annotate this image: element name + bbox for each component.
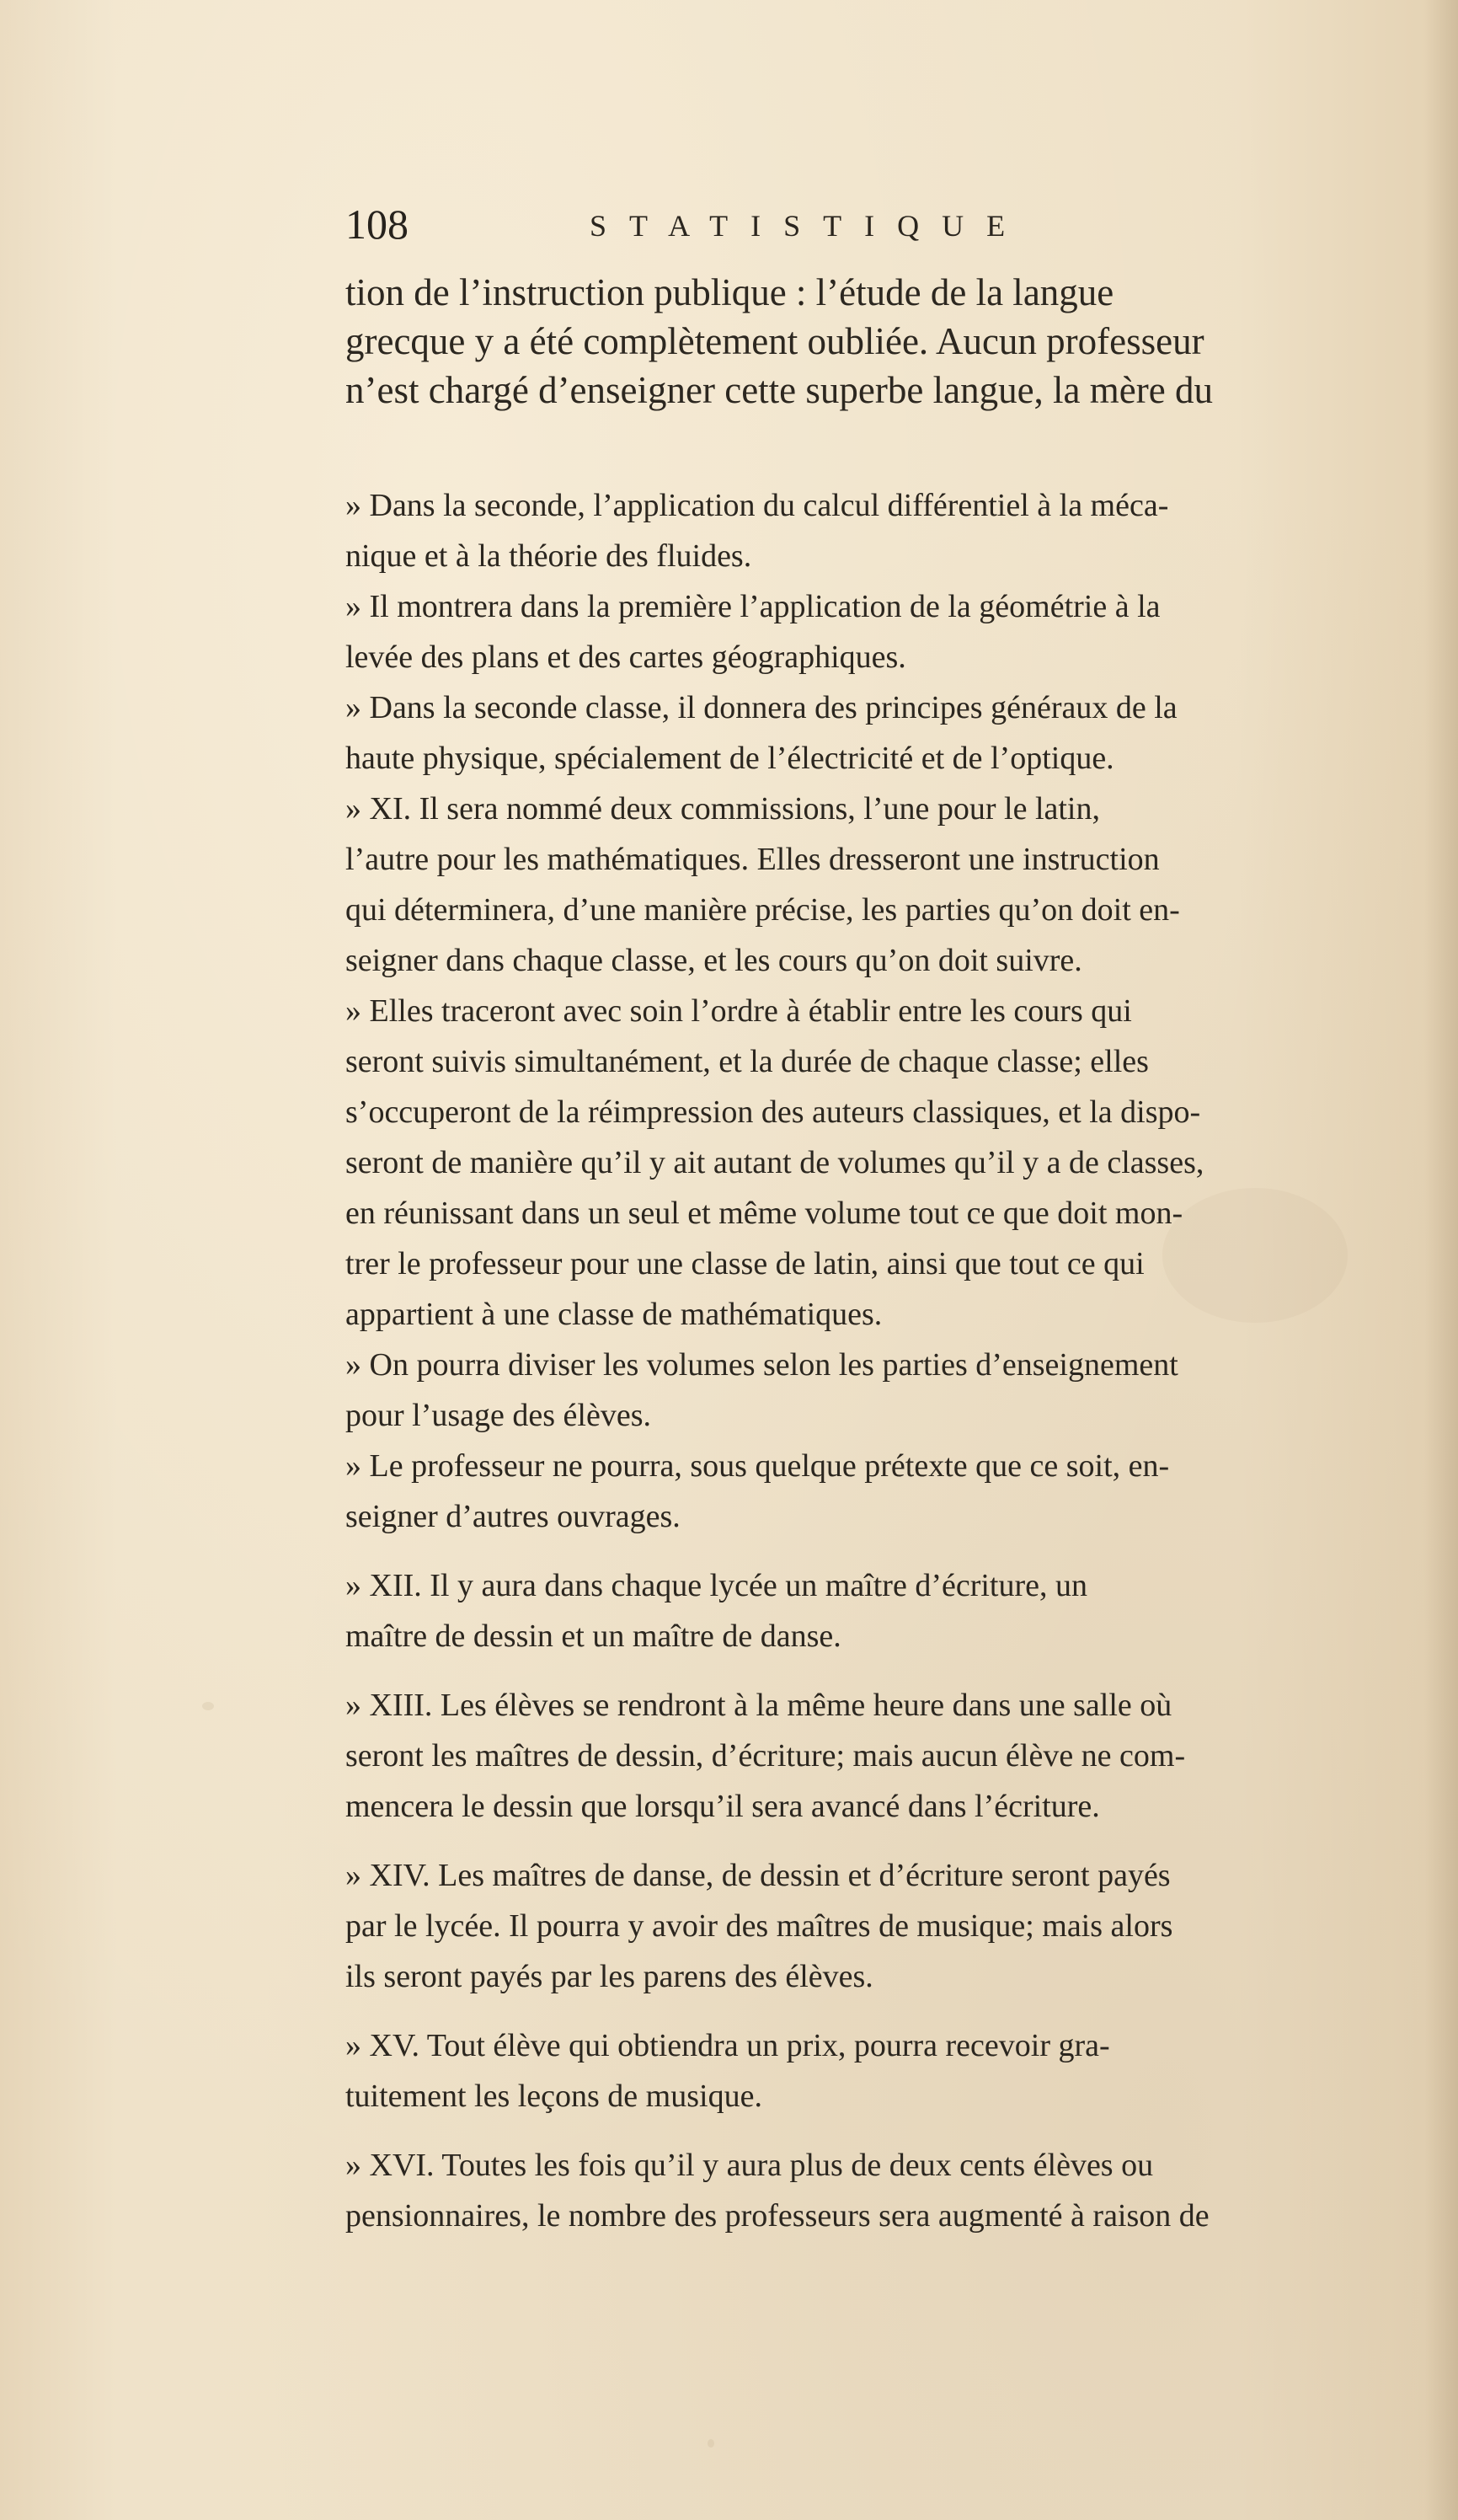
paragraph: [345, 480, 1440, 581]
text-line: appartient à une classe de mathématiques.: [345, 1297, 883, 1332]
text-line: » XI. Il sera nommé deux commissions, l’une pour le latin,: [345, 791, 1100, 827]
text-line: seront les maîtres de dessin, d’écriture; mais aucun élève ne com-: [345, 1738, 1186, 1774]
text-line: trer le professeur pour une classe de latin, ainsi que tout ce qui: [345, 1246, 1145, 1281]
paragraph: [345, 1441, 1440, 1542]
text-line: mencera le dessin que lorsqu’il sera avancé dans l’écriture.: [345, 1789, 1100, 1824]
paragraph-gap: [345, 1832, 1440, 1850]
paragraph: [345, 581, 1440, 682]
text-line: tuitement les leçons de musique.: [345, 2079, 762, 2114]
text-line: » XVI. Toutes les fois qu’il y aura plus de deux cents élèves ou: [345, 2148, 1154, 2183]
text-line: » XIV. Les maîtres de danse, de dessin et d’écriture seront payés: [345, 1858, 1171, 1893]
text-line: haute physique, spécialement de l’électricité et de l’optique.: [345, 741, 1114, 776]
paragraph: [345, 1680, 1440, 1832]
paragraph: [345, 784, 1440, 986]
paragraph: [345, 986, 1440, 1340]
paragraph-gap: [345, 2121, 1440, 2140]
running-title: STATISTIQUE: [590, 209, 1028, 243]
text-line: » Il montrera dans la première l’application de la géométrie à la: [345, 589, 1161, 624]
text-line: par le lycée. Il pourra y avoir des maîtres de musique; mais alors: [345, 1908, 1173, 1944]
text-line: » XIII. Les élèves se rendront à la même heure dans une salle où: [345, 1688, 1172, 1723]
text-line: s’occuperont de la réimpression des auteurs classiques, et la dispo-: [345, 1094, 1201, 1130]
text-line: » Dans la seconde, l’application du calcul différentiel à la méca-: [345, 488, 1169, 523]
paragraph: [345, 1560, 1440, 1661]
text-line: tion de l’instruction publique : l’étude de la langue: [345, 271, 1114, 313]
text-line: » XV. Tout élève qui obtiendra un prix, pourra recevoir gra-: [345, 2028, 1110, 2063]
text-line: seigner dans chaque classe, et les cours qu’on doit suivre.: [345, 943, 1082, 978]
text-line: qui déterminera, d’une manière précise, les parties qu’on doit en-: [345, 892, 1180, 928]
text-line: » On pourra diviser les volumes selon les parties d’enseignement: [345, 1347, 1178, 1383]
page-number: 108: [345, 201, 409, 248]
text-line: pensionnaires, le nombre des professeurs sera augmenté à raison de: [345, 2198, 1210, 2234]
text-line: nique et à la théorie des fluides.: [345, 538, 752, 574]
running-head: [345, 199, 1188, 258]
text-line: seront de manière qu’il y ait autant de volumes qu’il y a de classes,: [345, 1145, 1204, 1180]
text-line: » Le professeur ne pourra, sous quelque prétexte que ce soit, en-: [345, 1448, 1170, 1484]
text-line: » XII. Il y aura dans chaque lycée un maître d’écriture, un: [345, 1568, 1087, 1603]
text-line: » Elles traceront avec soin l’ordre à établir entre les cours qui: [345, 993, 1132, 1029]
paragraph: [345, 682, 1440, 784]
paragraph-gap: [345, 1542, 1440, 1560]
text-line: en réunissant dans un seul et même volume tout ce que doit mon-: [345, 1196, 1183, 1231]
paragraph: [345, 1340, 1440, 1441]
body-text: [345, 480, 1440, 2241]
paragraph-gap: [345, 1661, 1440, 1680]
text-line: maître de dessin et un maître de danse.: [345, 1618, 841, 1654]
paragraph: [345, 2020, 1440, 2121]
text-line: l’autre pour les mathématiques. Elles dresseront une instruction: [345, 842, 1160, 877]
text-line: grecque y a été complètement oubliée. Aucun professeur: [345, 320, 1204, 362]
paragraph-gap: [345, 2002, 1440, 2020]
paper-stain: [708, 2439, 714, 2448]
paragraph: [345, 1850, 1440, 2002]
text-line: » Dans la seconde classe, il donnera des principes généraux de la: [345, 690, 1178, 725]
text-line: levée des plans et des cartes géographiques.: [345, 639, 906, 675]
text-line: seigner d’autres ouvrages.: [345, 1499, 681, 1534]
text-line: seront suivis simultanément, et la durée de chaque classe; elles: [345, 1044, 1149, 1079]
paper-stain: [202, 1702, 214, 1710]
text-line: pour l’usage des élèves.: [345, 1398, 651, 1433]
text-line: ils seront payés par les parens des élèves.: [345, 1959, 873, 1994]
text-line: n’est chargé d’enseigner cette superbe langue, la mère du: [345, 369, 1213, 411]
paragraph: [345, 2140, 1440, 2241]
intro-text: [345, 268, 1440, 415]
